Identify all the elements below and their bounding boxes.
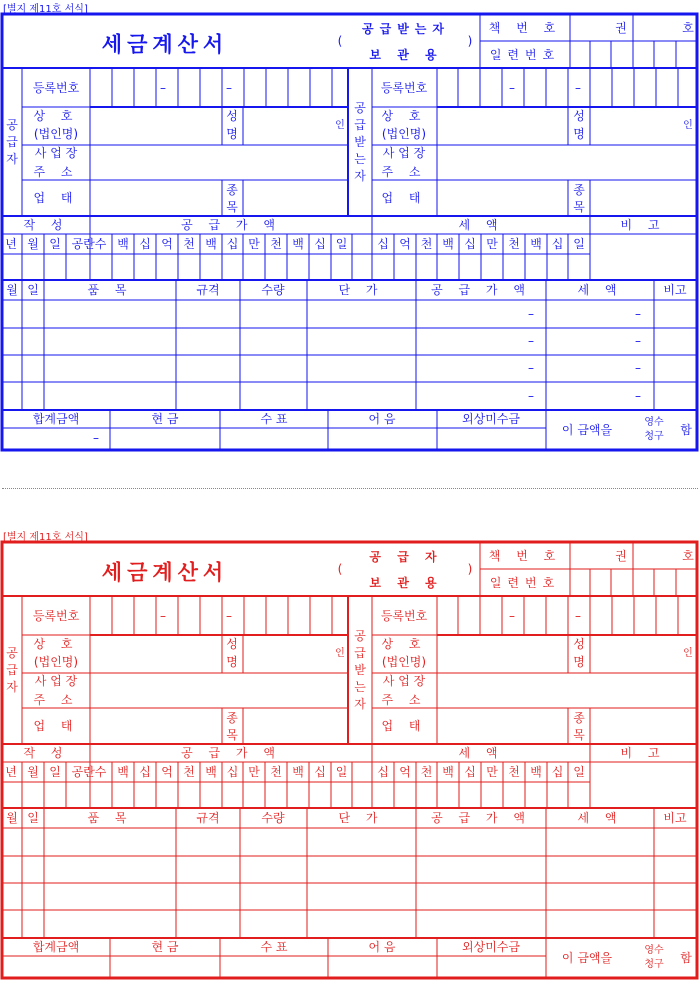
tax-digit-3: 백 <box>442 765 454 779</box>
receiver-address-label-1: 사 업 장 <box>382 674 426 688</box>
suffix-label: 함 <box>680 423 692 437</box>
item-month-header: 월 <box>6 283 18 297</box>
receiver-reg-dash-1: – <box>509 609 515 623</box>
supplier-vertical-label-char: 자 <box>6 680 18 694</box>
blank-count-col: 공란수 <box>71 765 107 779</box>
receiver-vertical-label-char: 자 <box>354 169 366 183</box>
item-spec-header: 규격 <box>196 283 220 297</box>
supplier-vertical-label-char: 급 <box>6 135 18 149</box>
tax-digit-0: 십 <box>377 765 389 779</box>
receiver-vertical-label-char: 공 <box>354 629 366 643</box>
total-header-1: 현 금 <box>151 412 179 426</box>
item-unit-price-header: 단 가 <box>338 811 384 825</box>
supplier-item-type-1: 종 <box>226 183 238 197</box>
amount-digit-10: 일 <box>335 237 348 251</box>
total-header-0: 합계금액 <box>32 412 80 426</box>
copy-keeper-label: 공급받는자 <box>362 22 450 36</box>
written-date-label: 작 성 <box>23 746 69 760</box>
tax-digit-9: 일 <box>573 237 585 251</box>
supplier-address-label-2: 주 소 <box>33 165 79 179</box>
item-name-header: 품 목 <box>87 811 133 825</box>
supplier-reg-dash-1: – <box>160 609 166 623</box>
amount-digit-2: 억 <box>161 765 173 779</box>
tax-digit-2: 천 <box>420 237 433 251</box>
item-tax-header: 세 액 <box>577 811 623 825</box>
supplier-vertical-label <box>6 114 18 170</box>
year-col: 년 <box>5 237 17 251</box>
total-header-1: 현 금 <box>151 940 179 954</box>
number-label: 호 <box>682 549 694 563</box>
receiver-vertical-label-char: 는 <box>354 680 366 694</box>
total-header-4: 외상미수금 <box>462 412 520 426</box>
item-tax-header: 세 액 <box>577 283 623 297</box>
receipt-label: 영수 <box>644 945 664 956</box>
tax-digit-4: 십 <box>464 765 476 779</box>
total-header-4: 외상미수금 <box>462 940 520 954</box>
number-label: 호 <box>682 21 694 35</box>
item-remarks-header: 비고 <box>663 283 687 297</box>
paren-right: ) <box>467 562 473 576</box>
receiver-reg-no-label: 등록번호 <box>380 81 428 95</box>
invoice-title: 세금계산서 <box>101 32 229 57</box>
receiver-vertical-label-char: 는 <box>354 152 366 166</box>
receiver-name-label-2: 명 <box>573 127 585 141</box>
invoice-form-red <box>0 528 700 988</box>
amount-digit-10: 일 <box>335 765 348 779</box>
blank-count-col: 공란수 <box>71 237 107 251</box>
item-day-header: 일 <box>27 283 39 297</box>
supplier-item-type-2: 목 <box>226 728 238 742</box>
remarks-header: 비 고 <box>620 218 666 232</box>
supply-amount-header: 공 급 가 액 <box>181 218 281 232</box>
supplier-vertical-label <box>6 642 18 698</box>
amount-digit-0: 백 <box>117 765 129 779</box>
dash-mark: – <box>528 307 534 321</box>
supplier-company-sub: (법인명) <box>33 655 79 669</box>
receiver-vertical-label <box>354 97 366 187</box>
item-day-header: 일 <box>27 811 39 825</box>
total-header-2: 수 표 <box>260 940 288 954</box>
form-grid <box>0 12 700 452</box>
item-qty-header: 수량 <box>261 811 285 825</box>
dash-mark: – <box>635 389 641 403</box>
copy-keeper-label: 공 급 자 <box>369 550 443 564</box>
dash-mark: – <box>93 431 99 445</box>
serial-number-label: 일련번호 <box>489 576 561 590</box>
receiver-name-label-2: 명 <box>573 655 585 669</box>
invoice-form-blue <box>0 0 700 460</box>
supplier-name-label-1: 성 <box>226 637 238 651</box>
tax-digit-2: 천 <box>420 765 433 779</box>
volume-label: 권 <box>615 21 627 35</box>
amount-digit-6: 만 <box>248 765 260 779</box>
item-remarks-header: 비고 <box>663 811 687 825</box>
amount-digit-8: 백 <box>292 765 304 779</box>
supply-amount-header: 공 급 가 액 <box>181 746 281 760</box>
serial-number-label: 일련번호 <box>489 48 561 62</box>
item-spec-header: 규격 <box>196 811 220 825</box>
receiver-seal-label: 인 <box>683 120 693 131</box>
receiver-item-type-2: 목 <box>573 728 585 742</box>
tax-header: 세 액 <box>458 218 504 232</box>
supplier-reg-dash-1: – <box>160 81 166 95</box>
volume-label: 권 <box>615 549 627 563</box>
supplier-vertical-label-char: 급 <box>6 663 18 677</box>
receiver-vertical-label-char: 자 <box>354 697 366 711</box>
tax-digit-7: 백 <box>530 765 542 779</box>
claim-label: 청구 <box>644 959 664 970</box>
day-col: 일 <box>49 765 61 779</box>
receiver-item-type-1: 종 <box>573 183 585 197</box>
receiver-reg-no-label: 등록번호 <box>380 609 428 623</box>
amount-digit-7: 천 <box>270 765 282 779</box>
frame-border <box>2 14 697 450</box>
receiver-vertical-label-char: 공 <box>354 101 366 115</box>
tax-digit-5: 만 <box>486 237 498 251</box>
book-number-label: 책 번 호 <box>488 549 562 563</box>
day-col: 일 <box>49 237 61 251</box>
total-header-0: 합계금액 <box>32 940 80 954</box>
item-supply-header: 공 급 가 액 <box>431 283 531 297</box>
paren-left: ( <box>337 562 343 576</box>
receiver-address-label-2: 주 소 <box>381 693 427 707</box>
supplier-address-label-2: 주 소 <box>33 693 79 707</box>
invoice-sheet <box>0 540 700 980</box>
receiver-name-label-1: 성 <box>573 109 585 123</box>
item-month-header: 월 <box>6 811 18 825</box>
amount-digit-1: 십 <box>139 765 151 779</box>
total-header-3: 어 음 <box>368 940 396 954</box>
tax-digit-5: 만 <box>486 765 498 779</box>
dash-mark: – <box>528 334 534 348</box>
dash-mark: – <box>635 307 641 321</box>
tax-header: 세 액 <box>458 746 504 760</box>
paren-right: ) <box>467 34 473 48</box>
tax-digit-4: 십 <box>464 237 476 251</box>
copy-keeper-type: 보 관 용 <box>369 576 443 590</box>
supplier-reg-no-label: 등록번호 <box>32 609 80 623</box>
total-header-3: 어 음 <box>368 412 396 426</box>
tax-digit-1: 억 <box>399 765 411 779</box>
amount-digit-5: 십 <box>226 765 239 779</box>
supplier-item-type-2: 목 <box>226 200 238 214</box>
supplier-reg-no-label: 등록번호 <box>32 81 80 95</box>
amount-digit-1: 십 <box>139 237 151 251</box>
remarks-header: 비 고 <box>620 746 666 760</box>
supplier-reg-dash-2: – <box>226 609 232 623</box>
receiver-company-label: 상 호 <box>381 637 427 651</box>
claim-label: 청구 <box>644 431 664 442</box>
supplier-item-type-1: 종 <box>226 711 238 725</box>
amount-digit-7: 천 <box>270 237 282 251</box>
tax-digit-8: 십 <box>551 237 564 251</box>
item-name-header: 품 목 <box>87 283 133 297</box>
amount-digit-8: 백 <box>292 237 304 251</box>
amount-digit-9: 십 <box>314 237 326 251</box>
tax-digit-1: 억 <box>399 237 411 251</box>
receiver-reg-dash-2: – <box>575 609 581 623</box>
tax-digit-6: 천 <box>508 237 520 251</box>
item-unit-price-header: 단 가 <box>338 283 384 297</box>
tax-digit-9: 일 <box>573 765 585 779</box>
amount-digit-6: 만 <box>248 237 260 251</box>
form-grid <box>0 540 700 980</box>
receiver-vertical-label <box>354 625 366 715</box>
item-supply-header: 공 급 가 액 <box>431 811 531 825</box>
supplier-reg-dash-2: – <box>226 81 232 95</box>
receiver-company-label: 상 호 <box>381 109 427 123</box>
total-header-2: 수 표 <box>260 412 288 426</box>
item-qty-header: 수량 <box>261 283 285 297</box>
supplier-vertical-label-char: 공 <box>6 646 18 660</box>
invoice-title: 세금계산서 <box>101 560 229 585</box>
frame-border <box>2 542 697 978</box>
written-date-label: 작 성 <box>23 218 69 232</box>
supplier-address-label-1: 사 업 장 <box>34 146 78 160</box>
supplier-name-label-1: 성 <box>226 109 238 123</box>
supplier-business-label: 업 태 <box>33 719 79 733</box>
supplier-name-label-2: 명 <box>226 127 238 141</box>
receiver-reg-dash-2: – <box>575 81 581 95</box>
dash-mark: – <box>635 361 641 375</box>
invoice-sheet <box>0 12 700 452</box>
amount-digit-2: 억 <box>161 237 173 251</box>
supplier-seal-label: 인 <box>335 120 345 131</box>
supplier-seal-label: 인 <box>335 648 345 659</box>
year-col: 년 <box>5 765 17 779</box>
copy-keeper-type: 보 관 용 <box>369 48 443 62</box>
tax-digit-8: 십 <box>551 765 564 779</box>
amount-digit-3: 천 <box>183 765 195 779</box>
receiver-business-label: 업 태 <box>381 191 427 205</box>
dash-mark: – <box>528 389 534 403</box>
supplier-vertical-label-char: 자 <box>6 152 18 166</box>
dash-mark: – <box>635 334 641 348</box>
form-label: [별지 제11호 서식] <box>3 4 88 15</box>
receiver-company-sub: (법인명) <box>381 127 427 141</box>
supplier-address-label-1: 사 업 장 <box>34 674 78 688</box>
tax-digit-3: 백 <box>442 237 454 251</box>
amount-phrase: 이 금액을 <box>561 951 613 965</box>
form-label: [별지 제11호 서식] <box>3 532 88 543</box>
supplier-vertical-label-char: 공 <box>6 118 18 132</box>
amount-digit-4: 백 <box>205 765 217 779</box>
paren-left: ( <box>337 34 343 48</box>
supplier-company-sub: (법인명) <box>33 127 79 141</box>
receiver-address-label-1: 사 업 장 <box>382 146 426 160</box>
supplier-company-label: 상 호 <box>33 637 79 651</box>
cut-line <box>2 488 698 489</box>
amount-digit-3: 천 <box>183 237 195 251</box>
receiver-item-type-1: 종 <box>573 711 585 725</box>
amount-phrase: 이 금액을 <box>561 423 613 437</box>
receiver-reg-dash-1: – <box>509 81 515 95</box>
receiver-seal-label: 인 <box>683 648 693 659</box>
tax-digit-6: 천 <box>508 765 520 779</box>
receiver-vertical-label-char: 받 <box>354 663 366 677</box>
receiver-vertical-label-char: 급 <box>354 118 366 132</box>
amount-digit-0: 백 <box>117 237 129 251</box>
receiver-business-label: 업 태 <box>381 719 427 733</box>
book-number-label: 책 번 호 <box>488 21 562 35</box>
amount-digit-5: 십 <box>226 237 239 251</box>
month-col: 월 <box>27 765 39 779</box>
amount-digit-4: 백 <box>205 237 217 251</box>
month-col: 월 <box>27 237 39 251</box>
receiver-name-label-1: 성 <box>573 637 585 651</box>
receipt-label: 영수 <box>644 417 664 428</box>
supplier-name-label-2: 명 <box>226 655 238 669</box>
receiver-vertical-label-char: 받 <box>354 135 366 149</box>
amount-digit-9: 십 <box>314 765 326 779</box>
receiver-address-label-2: 주 소 <box>381 165 427 179</box>
supplier-business-label: 업 태 <box>33 191 79 205</box>
receiver-item-type-2: 목 <box>573 200 585 214</box>
tax-digit-0: 십 <box>377 237 389 251</box>
dash-mark: – <box>528 361 534 375</box>
suffix-label: 함 <box>680 951 692 965</box>
receiver-vertical-label-char: 급 <box>354 646 366 660</box>
receiver-company-sub: (법인명) <box>381 655 427 669</box>
supplier-company-label: 상 호 <box>33 109 79 123</box>
tax-digit-7: 백 <box>530 237 542 251</box>
